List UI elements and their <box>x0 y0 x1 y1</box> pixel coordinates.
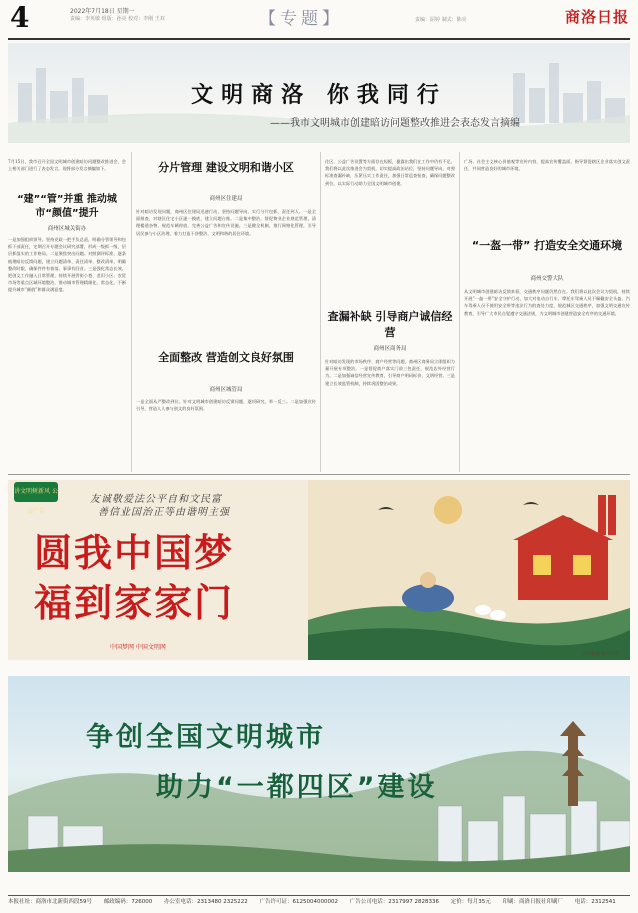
artwork-credit: 百年新韵 张书丹作 <box>582 652 620 657</box>
page-title: 文明商洛 你我同行 <box>191 83 447 108</box>
footer-ad-phone: 广告公司电话：2317997 2828336 <box>349 899 439 905</box>
article-body: 针对暗访发现的市场秩序、商户经营等问题，商州区商务局立即组织力量开展专项整治。一是督促商户落实门前三包责任，规范店外经营行为。二是加强诚信经营宣传教育，引导商户明码标价、文明经营。三是建立长效监管机制，持续巩固整治成果。 <box>325 359 455 386</box>
ad-badge: 讲文明树新风 公益广告 <box>14 482 58 502</box>
article-byline: 商州交警大队 <box>530 276 564 282</box>
ad-headline: 福到家家门 <box>34 581 235 625</box>
ad-slogan-line: 友诚敬爱法公平自和文民富 <box>90 494 222 505</box>
footer-address: 本报社址：商洛市北新街西段59号 <box>8 899 92 905</box>
article-headline: 分片管理 建设文明和谐小区 <box>158 161 294 174</box>
masthead <box>0 0 638 40</box>
article-byline: 商州区城关街办 <box>47 226 87 232</box>
ad-slogan-line: 善信业国治正等由谐明主强 <box>98 507 230 518</box>
ad-headline: 圆我中国梦 <box>34 531 235 575</box>
footer-printer: 印刷：商洛日报社印刷厂 <box>502 899 564 905</box>
newspaper-logo: 商洛日报 <box>565 8 630 26</box>
editor-line: 责编：李英敏 组版：孙亮 校对：李刚 王双 <box>70 16 165 22</box>
article-byline: 商州区城管局 <box>209 387 243 393</box>
page-number: 4 <box>10 1 30 34</box>
editor-line-right: 责编：屈婷 制式：陈亮 <box>415 17 467 23</box>
article-byline: 商州区商务局 <box>373 346 407 352</box>
article-body: 针对暗访发现问题，商州区住建局迅速行动，坚持问题导向，实行分片包抓、责任到人。一是全面排查，对辖区住宅小区逐一摸底，建立问题台账。二是集中整治，督促物业企业规范管理，清理楼道杂物、规范车辆停放、完善公益广告和宣传设施。三是健全机制，推行网格化管理，引导居民参与小区治理，着力打造干净整洁、文明和谐的居住环境。 <box>136 209 316 236</box>
footer-price: 定价：每月35元 <box>450 899 491 905</box>
article-headline: “建”“管”并重 推动城市“颜值”提升 <box>17 194 117 219</box>
ad-sponsors: 中国梦网 中国文明网 <box>110 644 166 651</box>
article-body: 从文明城市创建暗访反馈来看，交通秩序问题仍然存在。我们将以此次会议为契机，持续开展“一盔一带”安全守护行动，加大对电动自行车、摩托车驾乘人员不佩戴安全头盔、汽车驾乘人员不使用安全带等违法行为的查处力度，规范城区交通秩序，加强文明交通宣传教育，引导广大市民自觉遵守交通法规，为文明城市创建营造安全有序的交通环境。 <box>464 289 630 316</box>
footer-phone: 电话：2312541 <box>574 899 616 905</box>
footer-ad-license: 广告许可证：6125004000002 <box>259 899 338 905</box>
article-body: 一是全面从严整改到位。针对文明城市创建暗访反馈问题，逐项研究，举一反三。二是加强宣传引导，营造人人参与创文的良好氛围。 <box>136 399 316 412</box>
intro-paragraph: 7月15日，我市召开全国文明城市创建暗访问题整改推进会，会上相关部门进行了表态发言，现将部分发言摘编如下。 <box>8 159 126 172</box>
article-body-continued: 广场、社会主义核心价值观等宣传内容，提高宣传覆盖面。指导督促辖区企业落实创文责任，共同营造良好的城市环境。 <box>464 159 630 172</box>
column-divider <box>459 152 460 472</box>
header-divider <box>8 38 630 40</box>
article-body-continued: 住区、公益广告设置等方面存在短板，暴露出我们在工作中仍有不足。我们将以此次推进会为契机，切实提高政治站位，坚持问题导向，对照标准查漏补缺，压紧压实工作责任，加强日常巡查检查，确保问题整改到位，以实际行动助力全国文明城市创建。 <box>325 159 455 186</box>
article-headline: 全面整改 营造创文良好氛围 <box>158 351 294 364</box>
article-headline: “一盔一带” 打造安全交通环境 <box>471 239 623 252</box>
promo-headline: 助力“一都四区”建设 <box>156 772 438 803</box>
promo-headline: 争创全国文明城市 <box>86 722 326 753</box>
publisher-footer <box>8 895 630 910</box>
article-headline: 查漏补缺 引导商户诚信经营 <box>327 310 453 339</box>
footer-office-phone: 办公室电话：2313480 2325222 <box>164 899 248 905</box>
folk-painting-illustration <box>308 480 630 660</box>
section-label: 【专题】 <box>259 9 343 29</box>
date-line: 2022年7月18日 星期一 <box>70 8 135 15</box>
ad-divider <box>8 474 630 475</box>
article-body: 一是加强组织领导。坚持党政一把手负总责，明确分管领导和包抓干部责任，定期召开专题会议研究部署，形成一级抓一级、层层抓落实的工作格局。二是聚焦突出问题。对照测评标准，逐条梳理暗访反馈问题，建立问题清单、责任清单、整改清单，明确整改时限，确保件件有着落、事事有回音。三是强化常态长效。把创文工作融入日常管理，持续开展背街小巷、老旧小区、农贸市场等重点区域环境整治，推动城市管理精细化、常态化，不断提升城市“颜值”和群众满意度。 <box>8 237 126 293</box>
page-subtitle: ——我市文明城市创建暗访问题整改推进会表态发言摘编 <box>270 118 520 129</box>
article-byline: 商州区住建局 <box>209 196 243 202</box>
column-divider <box>131 152 132 472</box>
footer-postcode: 邮政编码：726000 <box>103 899 153 905</box>
column-divider <box>320 152 321 472</box>
